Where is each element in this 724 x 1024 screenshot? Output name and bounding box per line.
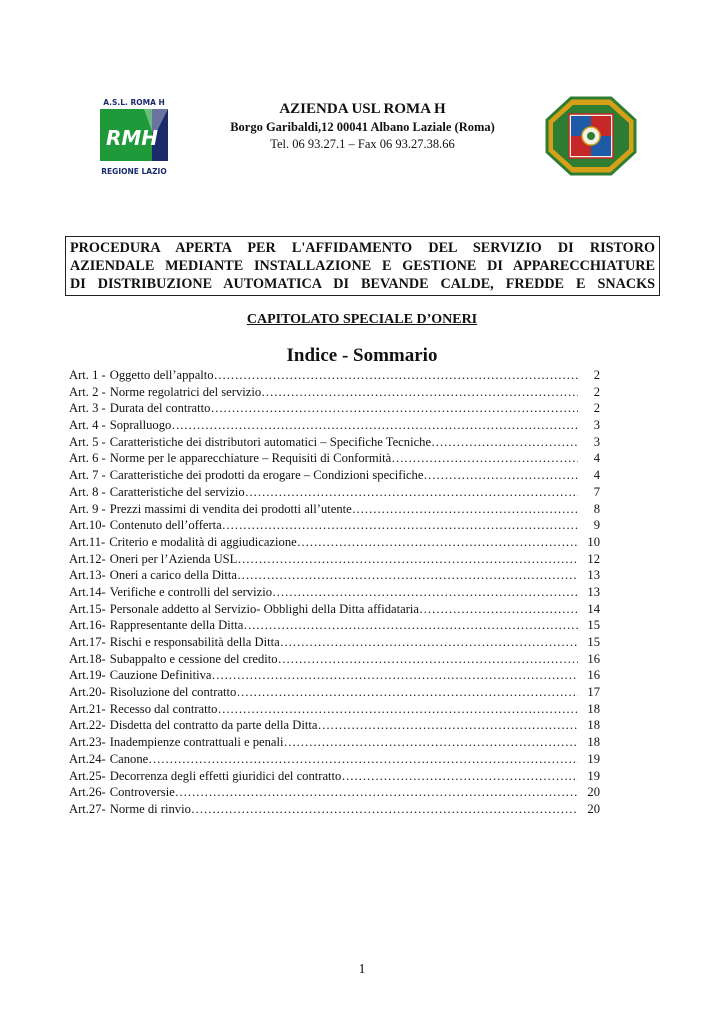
toc-entry[interactable]: [69, 701, 600, 718]
organization-phone: Tel. 06 93.27.1 – Fax 06 93.27.38.66: [270, 137, 455, 151]
asl-roma-h-logo: [96, 97, 172, 179]
toc-article-number: Art.19-: [69, 668, 106, 683]
toc-page-number: 12: [587, 551, 600, 566]
toc-page-number: 2: [593, 384, 600, 399]
toc-page-number: 20: [587, 801, 600, 816]
toc-entry[interactable]: [69, 734, 600, 751]
procedure-title-box: [65, 236, 660, 296]
toc-entry[interactable]: [69, 384, 600, 401]
logo-mark-text: RMH: [105, 126, 159, 150]
toc-page-number: 14: [587, 601, 600, 616]
toc-article-number: Art.18-: [69, 651, 106, 666]
toc-page-number: 13: [587, 584, 600, 599]
toc-article-number: Art. 2 -: [69, 384, 106, 399]
toc-dot-leader: [297, 534, 578, 551]
organization-address: Borgo Garibaldi,12 00041 Albano Laziale (Roma): [230, 120, 495, 134]
toc-page-number: 15: [587, 635, 600, 649]
toc-page-number: 18: [587, 701, 600, 716]
toc-dot-leader: [280, 634, 578, 651]
toc-article-title: Caratteristiche dei distributori automatici – Specifiche Tecniche: [109, 434, 432, 449]
toc-page-number: 3: [593, 418, 600, 433]
toc-entry[interactable]: [69, 517, 600, 534]
toc-article-title: Prezzi massimi di vendita dei prodotti all’utente: [109, 501, 352, 516]
procedure-title-line: DI DISTRIBUZIONE AUTOMATICA DI BEVANDE CALDE, FREDDE E SNACKS: [70, 276, 655, 292]
toc-article-title: Sopralluogo: [109, 418, 172, 433]
toc-page-number: 19: [587, 751, 600, 766]
toc-entry[interactable]: [69, 651, 600, 668]
toc-dot-leader: [237, 551, 578, 568]
toc-dot-leader: [317, 717, 578, 734]
toc-page-number: 15: [587, 618, 600, 633]
toc-article-title: Rischi e responsabilità della Ditta: [109, 635, 280, 649]
toc-article-title: Contenuto dell’offerta: [109, 518, 222, 533]
toc-dot-leader: [423, 467, 578, 484]
page-number: 1: [358, 962, 366, 977]
toc-dot-leader: [245, 484, 578, 501]
toc-article-number: Art. 1 -: [69, 368, 106, 382]
toc-article-number: Art.13-: [69, 568, 106, 583]
toc-dot-leader: [431, 434, 578, 451]
toc-article-number: Art.14-: [69, 584, 106, 599]
toc-article-number: Art. 6 -: [69, 451, 106, 466]
toc-article-number: Art. 5 -: [69, 434, 106, 449]
toc-entry[interactable]: [69, 768, 600, 785]
toc-article-number: Art.11-: [69, 534, 106, 549]
toc-entry[interactable]: [69, 684, 600, 701]
organization-name: AZIENDA USL ROMA H: [279, 101, 446, 117]
toc-article-title: Disdetta del contratto da parte della Ditta: [109, 718, 318, 733]
toc-page-number: 16: [587, 651, 600, 666]
toc-article-title: Inadempienze contrattuali e penali: [109, 735, 284, 750]
toc-article-number: Art.23-: [69, 735, 106, 750]
toc-article-title: Decorrenza degli effetti giuridici del contratto: [109, 768, 342, 783]
toc-entry[interactable]: [69, 551, 600, 568]
procedure-title-line: PROCEDURA APERTA PER L'AFFIDAMENTO DEL SERVIZIO DI RISTORO: [70, 240, 655, 256]
toc-article-title: Criterio e modalità di aggiudicazione: [109, 534, 297, 549]
toc-article-title: Personale addetto al Servizio- Obblighi della Ditta affidataria: [109, 601, 419, 616]
toc-article-title: Oneri a carico della Ditta: [109, 568, 238, 583]
procedure-title-line: AZIENDALE MEDIANTE INSTALLAZIONE E GESTIONE DI APPARECCHIATURE: [70, 258, 655, 274]
toc-dot-leader: [222, 517, 578, 534]
toc-dot-leader: [278, 651, 578, 668]
toc-entry[interactable]: [69, 501, 600, 518]
toc-article-number: Art. 7 -: [69, 468, 106, 483]
toc-article-title: Recesso dal contratto: [109, 701, 218, 716]
toc-page-number: 20: [587, 785, 600, 800]
toc-article-title: Norme regolatrici del servizio: [109, 384, 262, 399]
toc-dot-leader: [236, 684, 578, 701]
toc-article-title: Controversie: [109, 785, 175, 800]
header-organization-block: [190, 100, 535, 153]
toc-entry[interactable]: [69, 467, 600, 484]
toc-dot-leader: [272, 584, 578, 601]
toc-dot-leader: [214, 367, 578, 384]
toc-page-number: 13: [587, 568, 600, 583]
toc-entry[interactable]: [69, 400, 600, 417]
toc-article-title: Risoluzione del contratto: [109, 685, 237, 700]
toc-dot-leader: [284, 734, 578, 751]
toc-dot-leader: [191, 801, 578, 818]
toc-page-number: 8: [593, 501, 600, 516]
toc-article-number: Art.22-: [69, 718, 106, 733]
toc-article-number: Art.24-: [69, 751, 106, 766]
toc-article-number: Art.27-: [69, 801, 106, 816]
toc-article-number: Art.10-: [69, 518, 106, 533]
toc-entry[interactable]: [69, 450, 600, 467]
toc-entry[interactable]: [69, 617, 600, 634]
logo-bottom-text: REGIONE LAZIO: [101, 167, 167, 176]
toc-article-title: Cauzione Definitiva: [109, 668, 212, 683]
toc-dot-leader: [171, 417, 578, 434]
toc-dot-leader: [237, 567, 578, 584]
toc-article-number: Art. 9 -: [69, 501, 106, 516]
toc-entry[interactable]: [69, 667, 600, 684]
toc-article-number: Art.15-: [69, 601, 106, 616]
toc-page-number: 7: [593, 484, 600, 499]
toc-dot-leader: [352, 501, 578, 518]
regione-lazio-emblem-icon: [545, 96, 637, 176]
toc-dot-leader: [212, 667, 579, 684]
toc-article-title: Norme per le apparecchiature – Requisiti di Conformità: [109, 451, 392, 466]
logo-top-text: A.S.L. ROMA H: [103, 98, 165, 107]
toc-article-number: Art.16-: [69, 618, 106, 633]
toc-page-number: 18: [587, 735, 600, 750]
toc-page-number: 18: [587, 718, 600, 733]
toc-entry[interactable]: [69, 584, 600, 601]
toc-article-number: Art.25-: [69, 768, 106, 783]
toc-page-number: 9: [593, 518, 600, 533]
toc-page-number: 17: [587, 685, 600, 700]
toc-article-number: Art.20-: [69, 685, 106, 700]
toc-article-number: Art. 8 -: [69, 484, 106, 499]
toc-dot-leader: [341, 768, 578, 785]
toc-page-number: 2: [593, 401, 600, 416]
toc-dot-leader: [175, 784, 578, 801]
toc-entry[interactable]: [69, 367, 600, 384]
toc-entry[interactable]: [69, 801, 600, 818]
toc-article-number: Art.21-: [69, 701, 106, 716]
toc-article-title: Rappresentante della Ditta: [109, 618, 244, 633]
toc-entry[interactable]: [69, 567, 600, 584]
toc-dot-leader: [261, 384, 578, 401]
toc-page-number: 10: [587, 534, 600, 549]
toc-entry[interactable]: [69, 417, 600, 434]
toc-entry[interactable]: [69, 751, 600, 768]
toc-dot-leader: [391, 450, 578, 467]
toc-page-number: 16: [587, 668, 600, 683]
toc-dot-leader: [210, 400, 578, 417]
toc-article-title: Durata del contratto: [109, 401, 211, 416]
toc-article-title: Subappalto e cessione del credito: [109, 651, 278, 666]
toc-dot-leader: [419, 601, 578, 618]
toc-page-number: 3: [593, 434, 600, 449]
toc-article-number: Art.26-: [69, 785, 106, 800]
toc-article-number: Art.17-: [69, 635, 106, 649]
toc-dot-leader: [243, 617, 578, 634]
toc-entry[interactable]: [69, 601, 600, 618]
toc-page-number: 19: [587, 768, 600, 783]
toc-dot-leader: [217, 701, 578, 718]
table-of-contents: [69, 367, 600, 818]
toc-article-title: Canone: [109, 751, 149, 766]
toc-page-number: 4: [593, 451, 600, 466]
toc-article-title: Oneri per l’Azienda USL: [109, 551, 238, 566]
index-title: Indice - Sommario: [286, 345, 438, 366]
toc-page-number: 4: [593, 468, 600, 483]
toc-entry[interactable]: [69, 484, 600, 501]
toc-entry[interactable]: [69, 784, 600, 801]
toc-article-number: Art. 3 -: [69, 401, 106, 416]
toc-article-number: Art.12-: [69, 551, 106, 566]
toc-article-title: Caratteristiche dei prodotti da erogare – Condizioni specifiche: [109, 468, 424, 483]
toc-entry[interactable]: [69, 717, 600, 734]
toc-entry[interactable]: [69, 534, 600, 551]
toc-article-title: Oggetto dell’appalto: [109, 368, 214, 382]
toc-entry[interactable]: [69, 634, 600, 651]
toc-dot-leader: [148, 751, 578, 768]
toc-article-title: Norme di rinvio: [109, 801, 191, 816]
toc-article-number: Art. 4 -: [69, 418, 106, 433]
toc-entry[interactable]: [69, 434, 600, 451]
toc-page-number: 2: [593, 368, 600, 382]
toc-article-title: Verifiche e controlli del servizio: [109, 584, 272, 599]
toc-article-title: Caratteristiche del servizio: [109, 484, 245, 499]
document-subtitle: CAPITOLATO SPECIALE D’ONERI: [246, 312, 478, 327]
